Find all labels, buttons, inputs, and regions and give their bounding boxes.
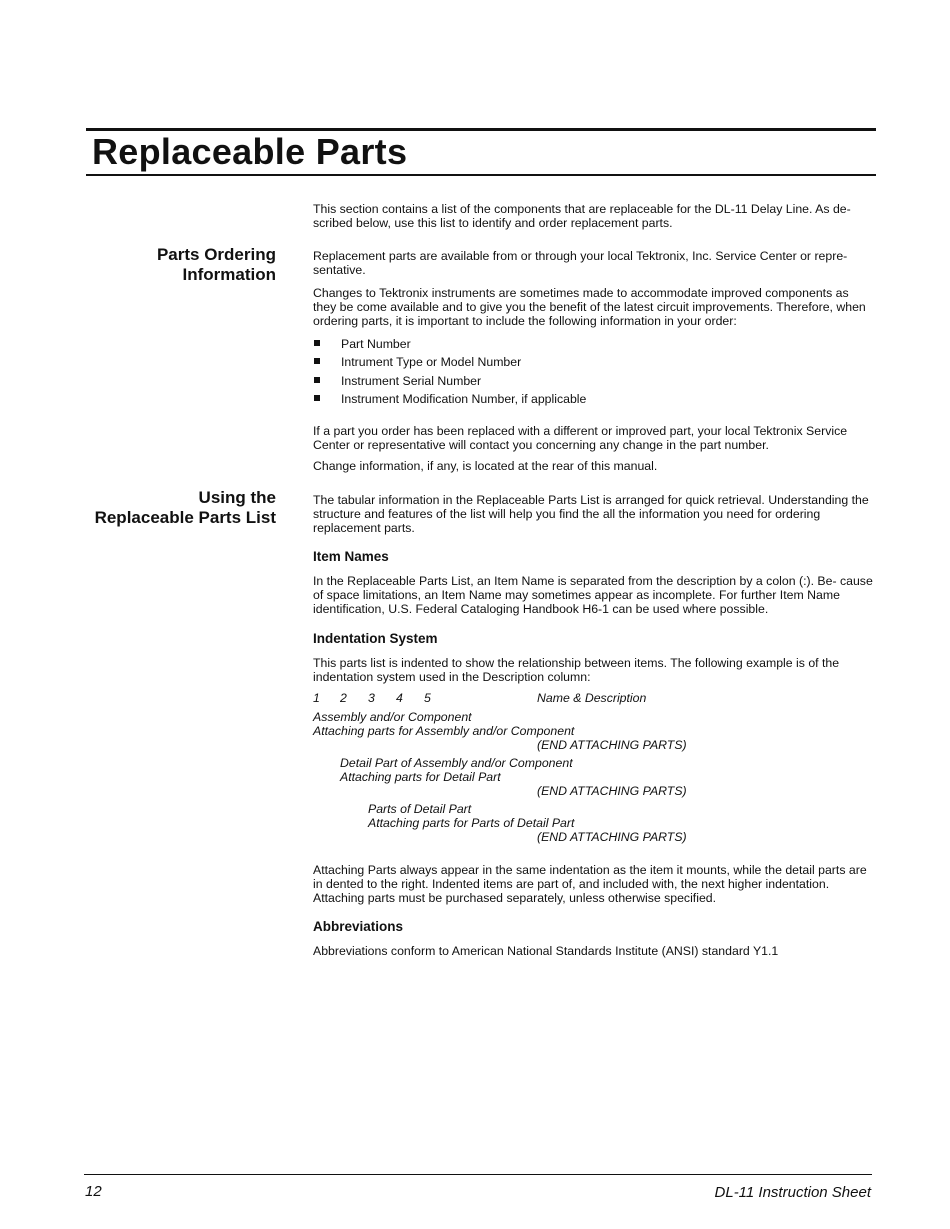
example-attaching-detail: Attaching parts for Detail Part	[340, 770, 501, 784]
using-list-heading	[95, 488, 276, 528]
document-title: DL-11 Instruction Sheet	[714, 1184, 871, 1201]
name-description-label: Name & Description	[537, 691, 647, 705]
title-rule-bottom	[86, 174, 876, 176]
abbreviations-text: Abbreviations conform to American National Standards Institute (ANSI) standard Y1.1	[313, 944, 779, 958]
list-item: Instrument Serial Number	[313, 374, 586, 392]
parts-ordering-heading-line1: Parts Ordering	[156, 245, 276, 264]
example-end-attaching-3: (END ATTACHING PARTS)	[537, 830, 687, 844]
column-1-label: 1	[313, 691, 320, 705]
parts-ordering-heading-line2: Information	[182, 265, 276, 284]
column-5-label: 5	[424, 691, 431, 705]
example-detail-part: Detail Part of Assembly and/or Component	[340, 756, 573, 770]
page-number: 12	[85, 1183, 102, 1200]
parts-ordering-para3: If a part you order has been replaced with a different or improved part, your local Tektronix Service Center or representative will contact you concerning any change in the part number.	[313, 424, 848, 452]
list-item: Intrument Type or Model Number	[313, 355, 586, 373]
example-parts-of-detail: Parts of Detail Part	[368, 802, 472, 816]
example-assembly: Assembly and/or Component	[313, 710, 472, 724]
parts-ordering-para2: Changes to Tektronix instruments are sometimes made to accommodate improved components as they be come available and to give you the benefit of the latest circuit improvements. Therefore, when ordering parts, it is important to include the following information in your order:	[313, 286, 866, 328]
column-3-label: 3	[368, 691, 375, 705]
abbreviations-heading: Abbreviations	[313, 919, 404, 934]
example-end-attaching-1: (END ATTACHING PARTS)	[537, 738, 687, 752]
parts-ordering-para4: Change information, if any, is located at the rear of this manual.	[313, 459, 658, 473]
order-info-list	[313, 337, 586, 410]
parts-ordering-para1: Replacement parts are available from or through your local Tektronix, Inc. Service Center or repre- sentative.	[313, 249, 848, 277]
using-list-heading-line1: Using the	[198, 488, 276, 507]
item-names-text: In the Replaceable Parts List, an Item Name is separated from the description by a colon (:). Be- cause of space limitations, an Item Name may sometimes appear as incomplete. For further Item Name identification, U.S. Federal Cataloging Handbook H6-1 can be used where possible.	[313, 574, 873, 616]
column-2-label: 2	[340, 691, 347, 705]
example-end-attaching-2: (END ATTACHING PARTS)	[537, 784, 687, 798]
using-list-para1: The tabular information in the Replaceable Parts List is arranged for quick retrieval. Understanding the structure and features of the list will help you find the all the information you need for ordering replacement parts.	[313, 493, 869, 535]
example-attaching-parts-of-detail: Attaching parts for Parts of Detail Part	[368, 816, 575, 830]
page-title: Replaceable Parts	[92, 131, 408, 172]
attaching-parts-text: Attaching Parts always appear in the same indentation as the item it mounts, while the detail parts are in dented to the right. Indented items are part of, and included with, the next higher indentation. Attaching parts must be purchased separately, unless otherwise specified.	[313, 863, 867, 905]
column-4-label: 4	[396, 691, 403, 705]
example-attaching-assembly: Attaching parts for Assembly and/or Component	[313, 724, 575, 738]
list-item: Instrument Modification Number, if applicable	[313, 392, 586, 410]
intro-paragraph: This section contains a list of the components that are replaceable for the DL-11 Delay Line. As de- scribed below, use this list to identify and order replacement parts.	[313, 202, 851, 230]
indentation-heading: Indentation System	[313, 631, 438, 646]
footer-rule	[84, 1174, 872, 1175]
indentation-text: This parts list is indented to show the relationship between items. The following example is of the indentation system used in the Description column:	[313, 656, 840, 684]
list-item: Part Number	[313, 337, 586, 355]
parts-ordering-heading	[157, 245, 276, 285]
item-names-heading: Item Names	[313, 549, 389, 564]
using-list-heading-line2: Replaceable Parts List	[94, 508, 276, 527]
